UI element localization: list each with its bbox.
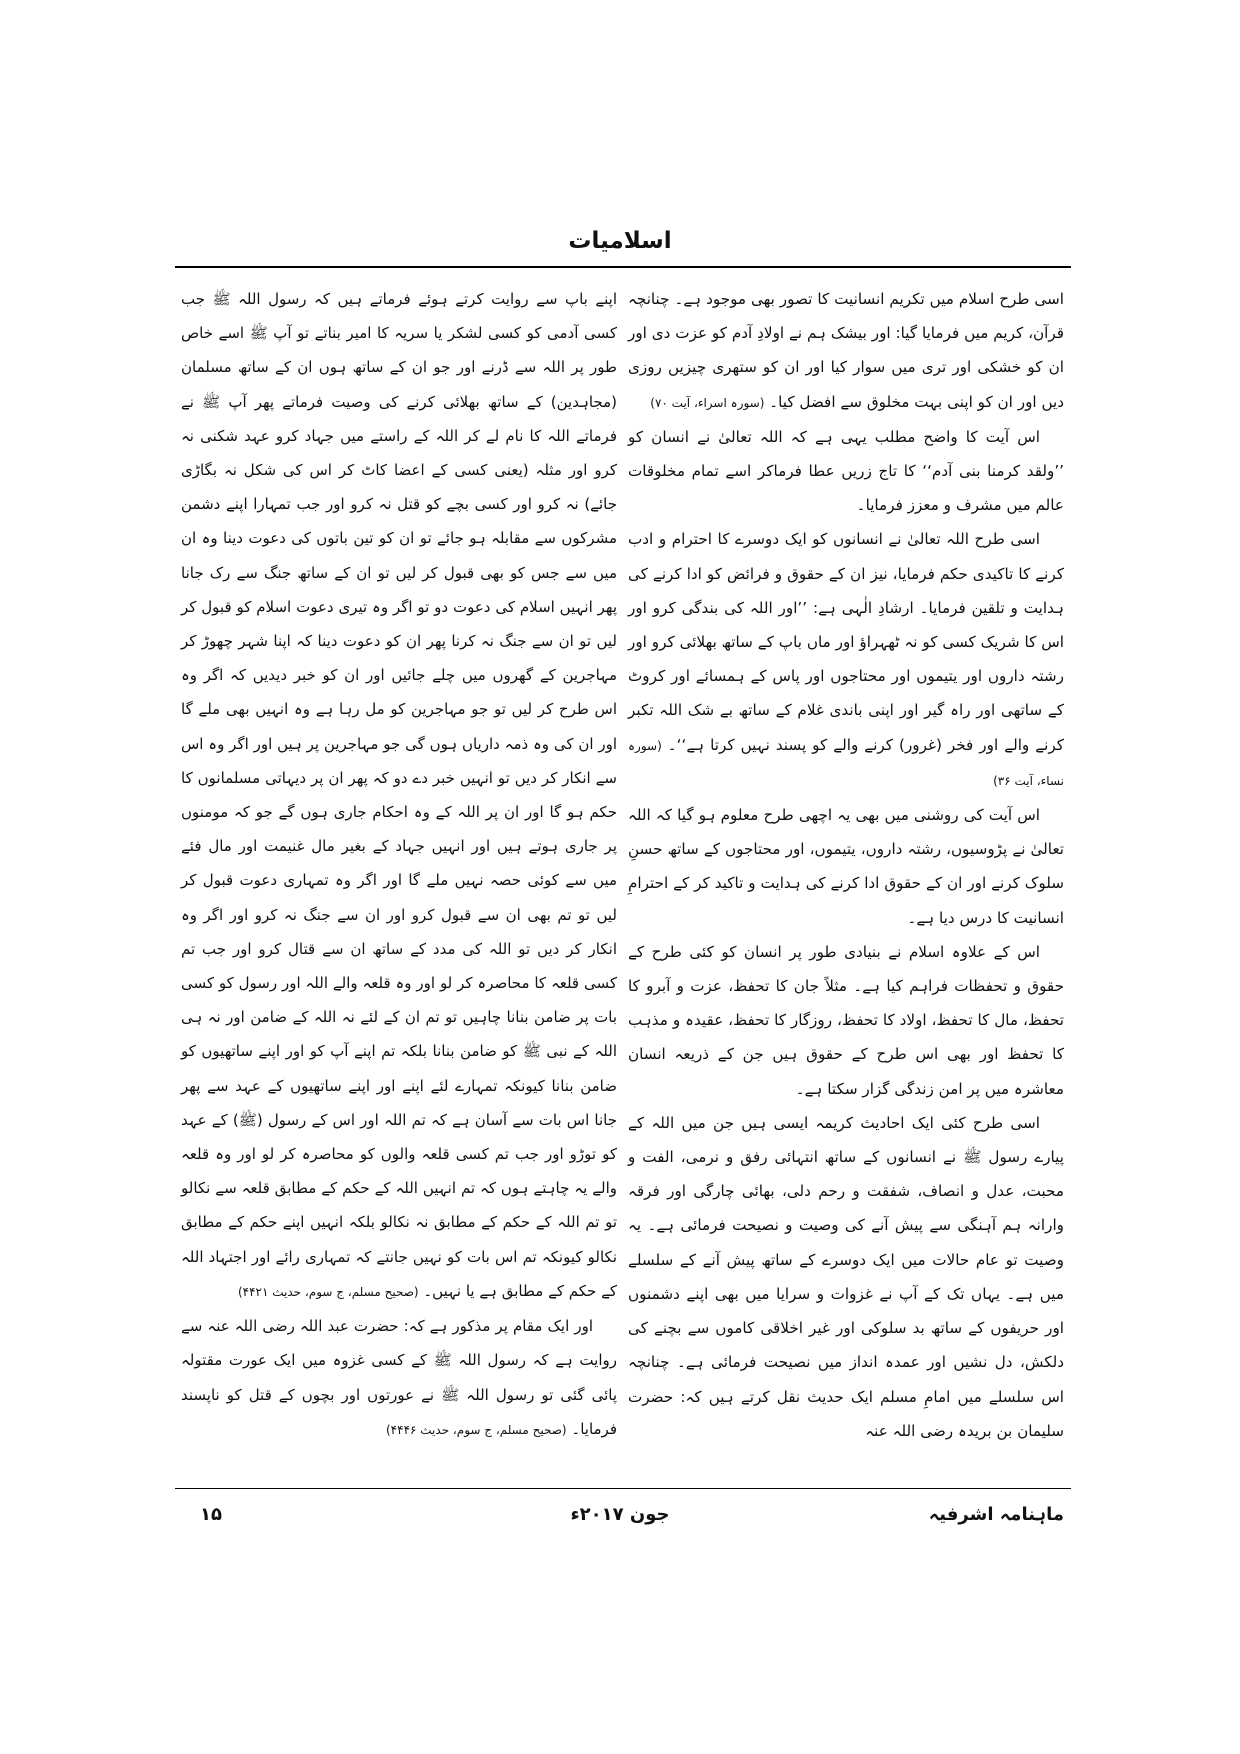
paragraph: اسی طرح کئی ایک احادیث کریمہ ایسی ہیں جن میں اللہ کے پیارے رسول ﷺ نے انسانوں کے ساتھ انتہائی رفق و نرمی، الفت و محبت، عدل و انصاف، شفقت و رحم دلی، بھائی چارگی اور فرقہ وارانہ ہم آہنگی سے پیش آنے کی وصیت و نصیحت فرمائی ہے۔ یہ وصیت تو عام حالات میں ایک دوسرے کے ساتھ پیش آنے کے سلسلے میں ہے۔ یہاں تک کے آپ نے غزوات و سرایا میں بھی اپنے دشمنوں اور حریفوں کے ساتھ بد سلوکی اور غیر اخلاقی کاموں سے بچنے کی دلکش، دل نشیں اور عمدہ انداز میں نصیحت فرمائی ہے۔ چنانچہ اس سلسلے میں امامِ مسلم ایک حدیث نقل کرتے ہیں کہ: حضرت سلیمان بن بریدہ رضی اللہ عنہ	[628, 1113, 1064, 1440]
hadith-reference: (صحیح مسلم، ج سوم، حدیث ۴۴۴۶)	[385, 1422, 567, 1437]
paragraph	[628, 522, 1064, 798]
verse-reference: (سورہ اسراء، آیت ۷۰)	[650, 395, 765, 410]
magazine-name: ماہنامہ اشرفیہ	[928, 1504, 1064, 1525]
paragraph-text: اسی طرح اسلام میں تکریم انسانیت کا تصور بھی موجود ہے۔ چنانچہ قرآن، کریم میں فرمایا گیا: اور بیشک ہم نے اولادِ آدم کو عزت دی اور ان کو خشکی اور تری میں سوار کیا اور ان کو ستھری چیزیں روزی دیں اور ان کو اپنی بہت مخلوق سے افضل کیا۔	[628, 290, 1064, 411]
footer-divider	[175, 1488, 1071, 1489]
paragraph: اس آیت کی روشنی میں بھی یہ اچھی طرح معلوم ہو گیا کہ اللہ تعالیٰ نے پڑوسیوں، رشتہ داروں، یتیموں، اور محتاجوں کے ساتھ حسنِ سلوک کرنے اور ان کے حقوق ادا کرنے کی ہدایت و تاکید کر کے احترامِ انسانیت کا درس دیا ہے۔	[628, 806, 1064, 927]
paragraph: اس آیت کا واضح مطلب یہی ہے کہ اللہ تعالیٰ نے انسان کو ’’ولقد کرمنا بنی آدم‘‘ کا تاج زریں عطا فرماکر اسے تمام مخلوقات عالم میں مشرف و معزز فرمایا۔	[628, 427, 1064, 515]
paragraph: اس کے علاوہ اسلام نے بنیادی طور پر انسان کو کئی طرح کے حقوق و تحفظات فراہم کیا ہے۔ مثلاً جان کا تحفظ، عزت و آبرو کا تحفظ، مال کا تحفظ، اولاد کا تحفظ، روزگار کا تحفظ، عقیدہ و مذہب کا تحفظ اور بھی اس طرح کے حقوق ہیں جن کے ذریعہ انسان معاشرہ میں پر امن زندگی گزار سکتا ہے۔	[628, 942, 1064, 1098]
left-column	[181, 282, 617, 1447]
issue-date: جون ۲۰۱۷ء	[570, 1504, 670, 1525]
verse-reference: (سورہ نساء، آیت ۳۶)	[628, 738, 1064, 788]
section-title: اسلامیات	[568, 228, 672, 254]
header-divider	[175, 266, 1071, 268]
paragraph-text: اور ایک مقام پر مذکور ہے کہ: حضرت عبد اللہ رضی اللہ عنہ سے روایت ہے کہ رسول اللہ ﷺ کے کسی غزوہ میں ایک عورت مقتولہ پائی گئی تو رسول اللہ ﷺ نے عورتوں اور بچوں کے قتل کو ناپسند فرمایا۔	[181, 1317, 617, 1438]
right-column	[628, 282, 1064, 1448]
paragraph-text: اپنے باپ سے روایت کرتے ہوئے فرماتے ہیں کہ رسول اللہ ﷺ جب کسی آدمی کو کسی لشکر یا سریہ کا امیر بناتے تو آپ ﷺ اسے خاص طور پر اللہ سے ڈرنے اور جو ان کے ساتھ ہوں ان کے ساتھ مسلمان (مجاہدین) کے ساتھ بھلائی کرنے کی وصیت فرماتے پھر آپ ﷺ نے فرماتے اللہ کا نام لے کر اللہ کے راستے میں جہاد کرو عہد شکنی نہ کرو اور مثلہ (یعنی کسی کے اعضا کاٹ کر اس کی شکل نہ بگاڑی جائے) نہ کرو اور کسی بچے کو قتل نہ کرو اور جب تمہارا اپنے دشمن مشرکوں سے مقابلہ ہو جائے تو ان کو تین باتوں کی دعوت دینا وہ ان میں سے جس کو بھی قبول کر لیں تو ان کے ساتھ جنگ سے رک جانا پھر انہیں اسلام کی دعوت دو تو اگر وہ تیری دعوت اسلام کو قبول کر لیں تو ان سے جنگ نہ کرنا پھر ان کو دعوت دینا کہ اپنا شہر چھوڑ کر مہاجرین کے گھروں میں چلے جائیں اور ان کو خبر دیدیں کہ اگر وہ اس طرح کر لیں تو جو مہاجرین کو مل رہا ہے وہ انہیں بھی ملے گا اور ان کی وہ ذمہ داریاں ہوں گی جو مہاجرین پر ہیں اور اگر وہ اس سے انکار کر دیں تو انہیں خبر دے دو کہ پھر ان پر دیہاتی مسلمانوں کا حکم ہو گا اور ان پر اللہ کے وہ احکام جاری ہوں گے جو کہ مومنوں پر جاری ہوتے ہیں اور انہیں جہاد کے بغیر مال غنیمت اور مال فئے میں سے کوئی حصہ نہیں ملے گا اور اگر وہ تمہاری دعوت قبول کر لیں تو تم بھی ان سے قبول کرو اور ان سے جنگ نہ کرو اور اگر وہ انکار کر دیں تو اللہ کی مدد کے ساتھ ان سے قتال کرو اور جب تم کسی قلعہ کا محاصرہ کر لو اور وہ قلعہ والے اللہ اور رسول کو کسی بات پر ضامن بنانا چاہیں تو تم ان کے لئے نہ اللہ کے ضامن اور نہ ہی اللہ کے نبی ﷺ کو ضامن بنانا بلکہ تم اپنے آپ کو اور اپنے ساتھیوں کو ضامن بنانا کیونکہ تمہارے لئے اپنے اور اپنے ساتھیوں کے عہد سے پھر جانا اس بات سے آسان ہے کہ تم اللہ اور اس کے رسول (ﷺ) کے عہد کو توڑو اور جب تم کسی قلعہ والوں کو محاصرہ کر لو اور وہ قلعہ والے یہ چاہتے ہوں کہ تم انہیں اللہ کے حکم کے مطابق قلعہ سے نکالو تو تم اللہ کے حکم کے مطابق نہ نکالو بلکہ انہیں اپنے حکم کے مطابق نکالو کیونکہ تم اس بات کو نہیں جانتے کہ تمہاری رائے اور اجتہاد اللہ کے حکم کے مطابق ہے یا نہیں۔	[181, 290, 617, 1300]
hadith-reference: (صحیح مسلم، ج سوم، حدیث ۴۴۲۱)	[237, 1284, 419, 1299]
paragraph-text: اسی طرح اللہ تعالیٰ نے انسانوں کو ایک دوسرے کا احترام و ادب کرنے کا تاکیدی حکم فرمایا، نیز ان کے حقوق و فرائض کو ادا کرنے کی ہدایت و تلقین فرمایا۔ ارشادِ الٰہی ہے: ’’اور اللہ کی بندگی کرو اور اس کا شریک کسی کو نہ ٹھہراؤ اور ماں باپ کے ساتھ بھلائی کرو اور رشتہ داروں اور یتیموں اور محتاجوں اور پاس کے ہمسائے اور کروٹ کے ساتھی اور راہ گیر اور اپنی باندی غلام کے ساتھ بے شک اللہ تکبر کرنے والے اور فخر (غرور) کرنے والے کو پسند نہیں کرتا ہے‘‘۔	[628, 530, 1065, 754]
paragraph	[181, 282, 617, 1309]
paragraph	[181, 1309, 617, 1447]
paragraph	[628, 282, 1064, 420]
page-number: ۱۵	[200, 1504, 222, 1525]
